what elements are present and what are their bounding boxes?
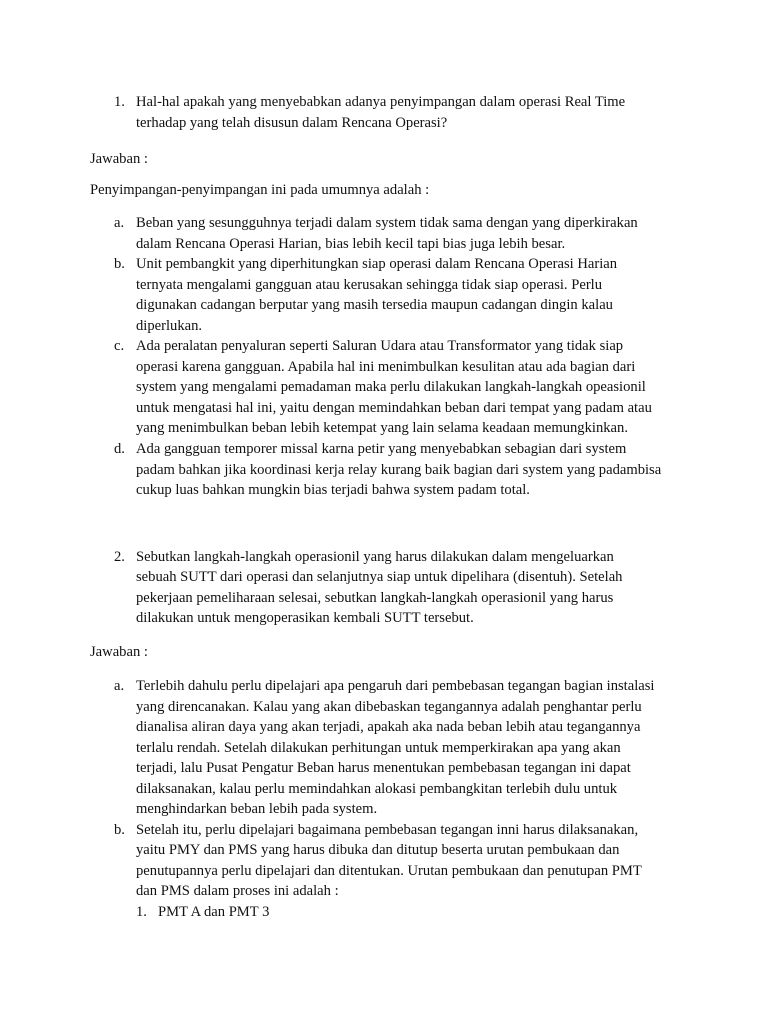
list-line: dan PMS dalam proses ini adalah : xyxy=(136,883,339,899)
answer-label: Jawaban : xyxy=(90,644,148,660)
question-line: sebuah SUTT dari operasi dan selanjutnya siap untuk dipelihara (disentuh). Setelah xyxy=(136,569,623,585)
list-line: yaitu PMY dan PMS yang harus dibuka dan ditutup beserta urutan pembukaan dan xyxy=(136,842,620,858)
question-line: pekerjaan pemeliharaan selesai, sebutkan langkah-langkah operasionil yang harus xyxy=(136,590,614,606)
list-line: system yang mengalami pemadaman maka perlu dilakukan langkah-langkah opeasionil xyxy=(136,379,646,395)
list-marker: a. xyxy=(114,215,125,231)
list-line: padam bahkan jika koordinasi kerja relay kurang baik bagian dari system yang padambisa xyxy=(136,462,662,478)
list-line: penutupannya perlu dipelajari dan ditentukan. Urutan pembukaan dan penutupan PMT xyxy=(136,863,642,879)
list-line: dianalisa aliran daya yang akan terjadi, apakah aka nada beban lebih atau tegangannya xyxy=(136,719,641,735)
sub-list-text: PMT A dan PMT 3 xyxy=(158,904,270,920)
list-line: Unit pembangkit yang diperhitungkan siap operasi dalam Rencana Operasi Harian xyxy=(136,256,618,272)
list-marker: a. xyxy=(114,678,125,694)
list-line: digunakan cadangan berputar yang masih tersedia maupun cadangan dingin kalau xyxy=(136,297,613,313)
question-line: terhadap yang telah disusun dalam Rencana Operasi? xyxy=(136,115,448,131)
list-marker: b. xyxy=(114,256,125,272)
list-line: dalam Rencana Operasi Harian, bias lebih kecil tapi bias juga lebih besar. xyxy=(136,236,566,252)
answer-intro: Penyimpangan-penyimpangan ini pada umumnya adalah : xyxy=(90,182,430,198)
question-line: dilakukan untuk mengoperasikan kembali SUTT tersebut. xyxy=(136,610,474,626)
question-number: 1. xyxy=(114,94,125,110)
question-number: 2. xyxy=(114,549,125,565)
list-line: terjadi, lalu Pusat Pengatur Beban harus menentukan pembebasan tegangan ini dapat xyxy=(136,760,631,776)
list-marker: c. xyxy=(114,338,125,354)
list-line: Setelah itu, perlu dipelajari bagaimana pembebasan tegangan inni harus dilaksanakan, xyxy=(136,822,639,838)
list-line: menghindarkan beban lebih pada system. xyxy=(136,801,378,817)
list-line: cukup luas bahkan mungkin bias terjadi bahwa system padam total. xyxy=(136,482,530,498)
list-line: Ada peralatan penyaluran seperti Saluran Udara atau Transformator yang tidak siap xyxy=(136,338,624,354)
question-line: Sebutkan langkah-langkah operasionil yang harus dilakukan dalam mengeluarkan xyxy=(136,549,614,565)
list-line: dilaksanakan, kalau perlu memindahkan alokasi pembangkitan terlebih dulu untuk xyxy=(136,781,618,797)
list-line: terlalu rendah. Setelah dilakukan perhitungan untuk memperkirakan apa yang akan xyxy=(136,740,621,756)
question-line: Hal-hal apakah yang menyebabkan adanya penyimpangan dalam operasi Real Time xyxy=(136,94,626,110)
list-marker: d. xyxy=(114,441,125,457)
list-line: operasi karena gangguan. Apabila hal ini menimbulkan kesulitan atau ada bagian dari xyxy=(136,359,636,375)
list-line: diperlukan. xyxy=(136,318,203,334)
list-marker: b. xyxy=(114,822,125,838)
sub-list-number: 1. xyxy=(136,904,147,920)
list-line: Terlebih dahulu perlu dipelajari apa pengaruh dari pembebasan tegangan bagian instalasi xyxy=(136,678,655,694)
list-line: Ada gangguan temporer missal karna petir yang menyebabkan sebagian dari system xyxy=(136,441,627,457)
list-line: yang menimbulkan beban lebih ketempat yang lain selama keadaan memungkinkan. xyxy=(136,420,628,436)
list-line: Beban yang sesungguhnya terjadi dalam system tidak sama dengan yang diperkirakan xyxy=(136,215,638,231)
list-line: yang direncanakan. Kalau yang akan dibebaskan tegangannya adalah penghantar perlu xyxy=(136,699,642,715)
list-line: untuk mengatasi hal ini, yaitu dengan memindahkan beban dari tempat yang padam atau xyxy=(136,400,652,416)
list-line: ternyata mengalami gangguan atau kerusakan sehingga tidak siap operasi. Perlu xyxy=(136,277,603,293)
answer-label: Jawaban : xyxy=(90,151,148,167)
